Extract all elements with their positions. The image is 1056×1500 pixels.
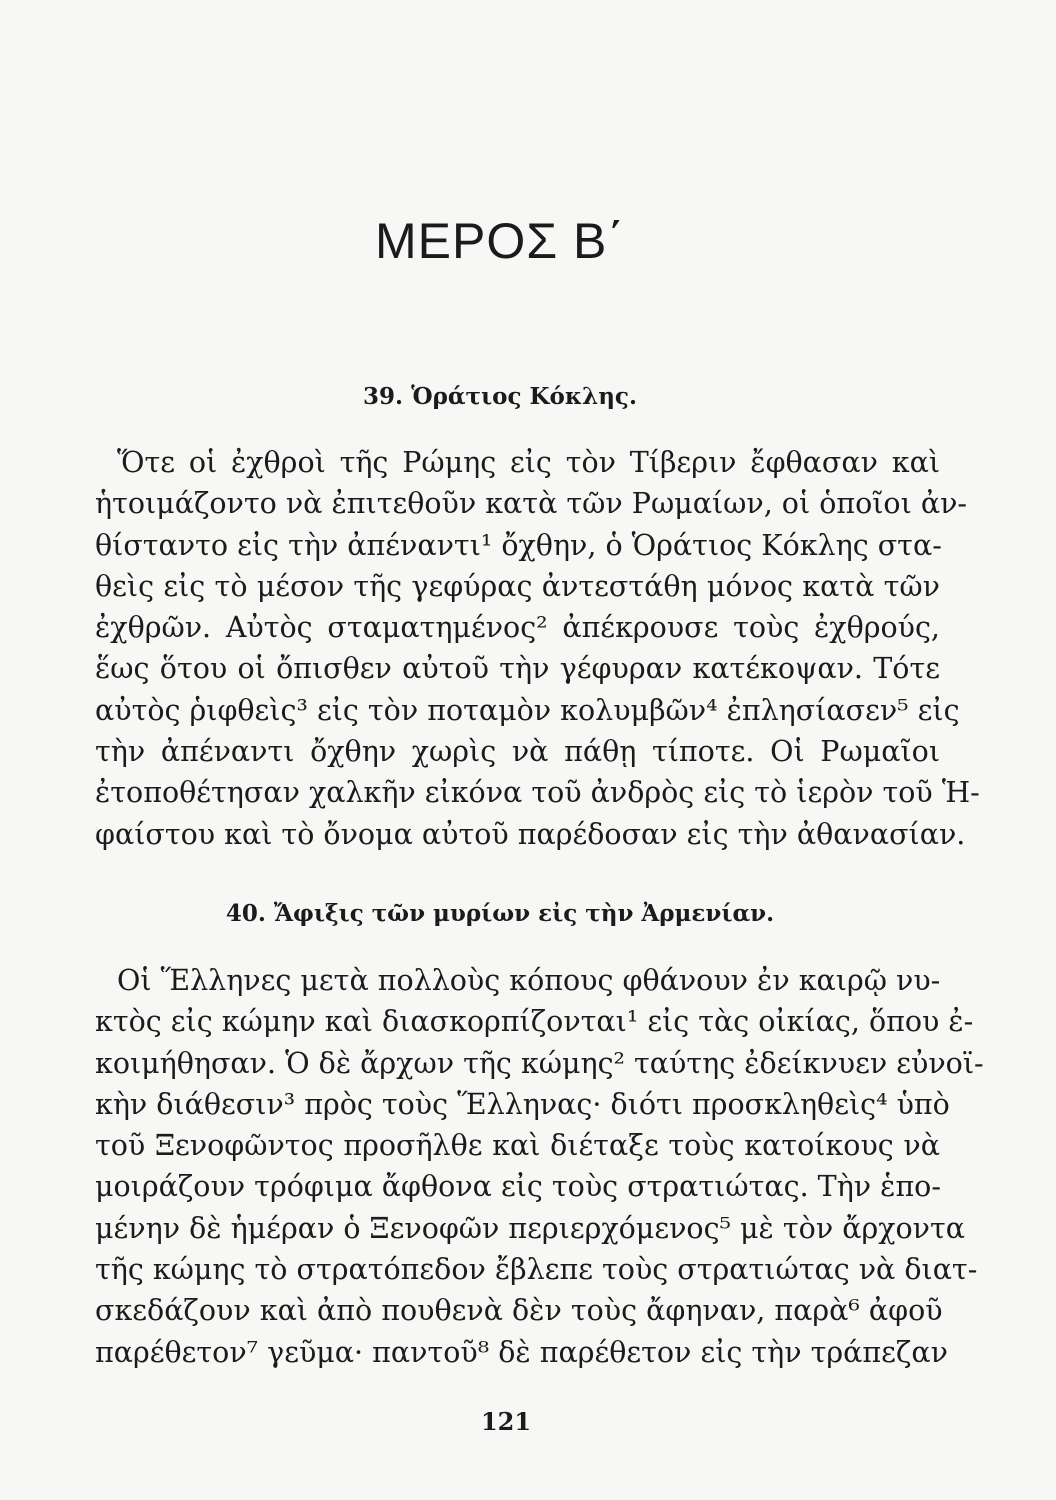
text-line: Οἱ Ἕλληνες μετὰ πολλοὺς κόπους φθάνουν ἐν καιρῷ νυ-: [117, 964, 941, 997]
text-line: θίσταντο εἰς τὴν ἀπέναντι¹ ὄχθην, ὁ Ὁράτιος Κόκλης στα-: [95, 528, 942, 562]
text-line: θεὶς εἰς τὸ μέσον τῆς γεφύρας ἀντεστάθη μόνος κατὰ τῶν: [95, 569, 940, 603]
section-39-paragraph: [95, 442, 980, 855]
text-line: σκεδάζουν καὶ ἀπὸ πουθενὰ δὲν τοὺς ἄφηναν, παρὰ⁶ ἀφοῦ: [95, 1294, 943, 1328]
page-number: 121: [480, 1407, 532, 1436]
part-title: ΜΕΡΟΣ Β΄: [374, 213, 626, 269]
text-line: ἕως ὅτου οἱ ὄπισθεν αὐτοῦ τὴν γέφυραν κατέκοψαν. Τότε: [95, 652, 940, 686]
text-line: τοῦ Ξενοφῶντος προσῆλθε καὶ διέταξε τοὺς κατοίκους νὰ: [95, 1129, 940, 1163]
text-line: μοιράζουν τρόφιμα ἄφθονα εἰς τοὺς στρατιώτας. Τὴν ἑπο-: [95, 1170, 941, 1204]
text-line: Ὅτε οἱ ἐχθροὶ τῆς Ρώμης εἰς τὸν Τίβεριν ἔφθασαν καὶ: [117, 446, 940, 479]
text-line: μένην δὲ ἡμέραν ὁ Ξενοφῶν περιερχόμενος⁵ μὲ τὸν ἄρχοντα: [95, 1211, 965, 1245]
text-line: ἡτοιμάζοντο νὰ ἐπιτεθοῦν κατὰ τῶν Ρωμαίων, οἱ ὁποῖοι ἀν-: [95, 487, 968, 521]
text-line: παρέθετον⁷ γεῦμα· παντοῦ⁸ δὲ παρέθετον εἰς τὴν τράπεζαν: [95, 1335, 948, 1369]
text-line: κοιμήθησαν. Ὁ δὲ ἄρχων τῆς κώμης² ταύτης ἐδείκνυεν εὐνοϊ-: [95, 1046, 984, 1080]
text-line: κτὸς εἰς κώμην καὶ διασκορπίζονται¹ εἰς τὰς οἰκίας, ὅπου ἐ-: [95, 1005, 974, 1039]
text-line: τῆς κώμης τὸ στρατόπεδον ἔβλεπε τοὺς στρατιώτας νὰ διατ-: [95, 1253, 978, 1287]
text-line: κὴν διάθεσιν³ πρὸς τοὺς Ἕλληνας· διότι προσκληθεὶς⁴ ὑπὸ: [95, 1087, 950, 1121]
section-heading-39: 39. Ὁράτιος Κόκλης.: [363, 383, 637, 410]
section-heading-40: 40. Ἄφιξις τῶν μυρίων εἰς τὴν Ἀρμενίαν.: [225, 900, 775, 927]
section-40-paragraph: [95, 960, 984, 1373]
text-line: ἐχθρῶν. Αὐτὸς σταματημένος² ἀπέκρουσε τοὺς ἐχθρούς,: [95, 611, 940, 645]
text-line: αὐτὸς ῥιφθεὶς³ εἰς τὸν ποταμὸν κολυμβῶν⁴ ἐπλησίασεν⁵ εἰς: [95, 693, 960, 727]
text-line: φαίστου καὶ τὸ ὄνομα αὐτοῦ παρέδοσαν εἰς τὴν ἀθανασίαν.: [95, 817, 966, 851]
text-line: τὴν ἀπέναντι ὄχθην χωρὶς νὰ πάθῃ τίποτε. Οἱ Ρωμαῖοι: [95, 735, 940, 769]
text-line: ἐτοποθέτησαν χαλκῆν εἰκόνα τοῦ ἀνδρὸς εἰς τὸ ἱερὸν τοῦ Ἡ-: [95, 776, 980, 810]
